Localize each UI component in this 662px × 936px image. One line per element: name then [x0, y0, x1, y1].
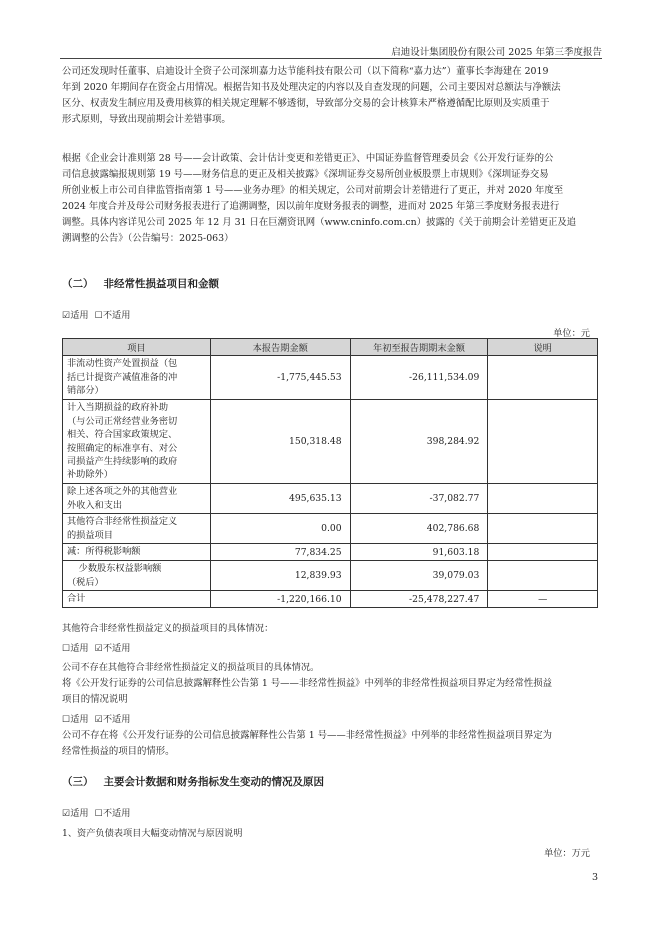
section-number: （二） — [62, 278, 94, 290]
item-line: 除上述各项之外的其他营业 — [67, 486, 178, 498]
text-line: 公司不存在将《公开发行证券的公司信息披露解释性公告第 1 号——非经常性损益》中列举的非经常性损益项目界定为 — [62, 730, 553, 741]
item-line: 非流动性资产处置损益（包 — [67, 358, 178, 370]
item-line: 相关、符合国家政策规定、 — [67, 429, 178, 441]
table-row — [63, 356, 598, 400]
non-recurring-gains-table — [62, 338, 598, 608]
not-applicable-checkbox[interactable]: ☑不适用 — [94, 643, 131, 654]
row-current: -1,775,445.53 — [210, 356, 350, 400]
table-total-row — [63, 591, 598, 608]
row-note — [488, 484, 598, 514]
text-line: 司信息披露编报规则第 19 号——财务信息的更正及相关披露》《深圳证券交易所创业板股票上市规则》《深圳证券交易 — [62, 169, 549, 180]
column-header-ytd: 年初至报告期期末金额 — [350, 339, 488, 356]
item-line: 减：所得税影响额 — [67, 546, 141, 558]
row-current: 150,318.48 — [210, 400, 350, 484]
unit-label: 单位：元 — [553, 328, 590, 339]
item-line: 外收入和支出 — [67, 499, 123, 511]
row-ytd: -25,478,227.47 — [350, 591, 488, 608]
section-heading-3 — [62, 774, 334, 789]
explain-label — [62, 676, 602, 708]
item-1-heading: 1、资产负债表项目大幅变动情况与原因说明 — [62, 828, 243, 839]
checkbox-row-1 — [62, 307, 136, 321]
item-line: 括已计提资产减值准备的冲 — [67, 371, 178, 383]
table-row — [63, 561, 598, 591]
row-ytd: 402,786.68 — [350, 514, 488, 544]
item-line: 少数股东权益影响额 — [67, 563, 162, 575]
checkbox-row-3 — [62, 711, 136, 725]
row-ytd: 91,603.18 — [350, 544, 488, 561]
section-title: 主要会计数据和财务指标发生变动的情况及原因 — [103, 776, 324, 788]
row-current: 12,839.93 — [210, 561, 350, 591]
not-applicable-checkbox[interactable]: ☐不适用 — [94, 310, 131, 321]
intro-paragraph-2 — [62, 151, 602, 247]
section-title: 非经常性损益项目和金额 — [103, 278, 219, 290]
text-line: 公司还发现时任董事、启迪设计全资子公司深圳嘉力达节能科技有限公司（以下简称“嘉力达”）董事长李海建在 2019 — [62, 66, 549, 77]
applicable-checkbox[interactable]: ☑适用 — [62, 310, 89, 321]
item-line: 按照确定的标准享有、对公 — [67, 442, 178, 454]
header-divider — [60, 58, 602, 59]
row-item — [63, 400, 211, 484]
text-line: 根据《企业会计准则第 28 号——会计政策、会计估计变更和差错更正》、中国证券监督管理委员会《公开发行证券的公 — [62, 153, 554, 164]
item-line: （税后） — [67, 576, 104, 588]
row-note — [488, 544, 598, 561]
applicable-checkbox[interactable]: ☑适用 — [62, 808, 89, 819]
section-number: （三） — [62, 776, 94, 788]
table-header-row — [63, 339, 598, 356]
column-header-item: 项目 — [63, 339, 211, 356]
row-item — [63, 561, 211, 591]
table-row — [63, 484, 598, 514]
column-header-note: 说明 — [488, 339, 598, 356]
row-item — [63, 591, 211, 608]
not-applicable-checkbox[interactable]: ☑不适用 — [94, 714, 131, 725]
page-header: 启迪设计集团股份有限公司 2025 年第三季度报告 — [391, 47, 602, 58]
checkbox-row-2 — [62, 640, 136, 654]
text-line: 溯调整的公告》（公告编号：2025-063） — [62, 233, 234, 244]
row-note: — — [488, 591, 598, 608]
applicable-checkbox[interactable]: ☐适用 — [62, 643, 89, 654]
row-item — [63, 544, 211, 561]
section-heading-2 — [62, 276, 229, 291]
item-line: 其他符合非经常性损益定义 — [67, 516, 178, 528]
other-definition-text: 公司不存在其他符合非经常性损益定义的损益项目的具体情况。 — [62, 662, 320, 673]
text-line: 2024 年度合并及母公司财务报表进行了追溯调整，因以前年度财务报表的调整，进而对 2025 年第三季度财务报表进行 — [62, 201, 560, 212]
row-ytd: -26,111,534.09 — [350, 356, 488, 400]
row-current: -1,220,166.10 — [210, 591, 350, 608]
table-row — [63, 514, 598, 544]
table-row — [63, 400, 598, 484]
item-line: 销部分） — [67, 385, 104, 397]
text-line: 区分、权责发生制应用及费用核算的相关规定理解不够透彻，导致部分交易的会计核算未严格遵循配比原则及实质重于 — [62, 98, 550, 109]
text-line: 经常性损益的项目的情形。 — [62, 746, 175, 757]
row-item — [63, 484, 211, 514]
not-applicable-checkbox[interactable]: ☐不适用 — [94, 808, 131, 819]
text-line: 形式原则，导致出现前期会计差错事项。 — [62, 114, 231, 125]
row-note — [488, 356, 598, 400]
row-ytd: 39,079.03 — [350, 561, 488, 591]
item-line: 补助除外） — [67, 469, 113, 481]
item-line: 的损益项目 — [67, 529, 113, 541]
unit-label-2: 单位：万元 — [544, 848, 590, 859]
row-note — [488, 514, 598, 544]
item-line: 合计 — [67, 593, 86, 605]
item-line: 计入当期损益的政府补助 — [67, 402, 169, 414]
row-ytd: 398,284.92 — [350, 400, 488, 484]
item-line: （与公司正常经营业务密切 — [67, 415, 178, 427]
row-item — [63, 356, 211, 400]
row-item — [63, 514, 211, 544]
item-line: 司损益产生持续影响的政府 — [67, 455, 178, 467]
page-number: 3 — [591, 872, 598, 883]
row-current: 495,635.13 — [210, 484, 350, 514]
row-current: 77,834.25 — [210, 544, 350, 561]
row-ytd: -37,082.77 — [350, 484, 488, 514]
explain-text — [62, 728, 602, 760]
checkbox-row-4 — [62, 805, 136, 819]
applicable-checkbox[interactable]: ☐适用 — [62, 714, 89, 725]
table-row — [63, 544, 598, 561]
other-definition-label: 其他符合非经常性损益定义的损益项目的具体情况： — [62, 623, 274, 634]
row-note — [488, 400, 598, 484]
text-line: 将《公开发行证券的公司信息披露解释性公告第 1 号——非经常性损益》中列举的非经常性损益项目界定为经常性损益 — [62, 678, 553, 689]
text-line: 调整。具体内容详见公司 2025 年 12 月 31 日在巨潮资讯网（www.cninfo.com.cn）披露的《关于前期会计差错更正及追 — [62, 217, 577, 228]
text-line: 所创业板上市公司自律监管指南第 1 号——业务办理》的相关规定，公司对前期会计差错进行了更正，并对 2020 年度至 — [62, 185, 564, 196]
text-line: 项目的情况说明 — [62, 694, 128, 705]
intro-paragraph-1 — [62, 64, 602, 128]
row-current: 0.00 — [210, 514, 350, 544]
row-note — [488, 561, 598, 591]
text-line: 年到 2020 年期间存在资金占用情况。根据告知书及处理决定的内容以及自查发现的问题，公司主要因对总额法与净额法 — [62, 82, 561, 93]
column-header-current: 本报告期金额 — [210, 339, 350, 356]
